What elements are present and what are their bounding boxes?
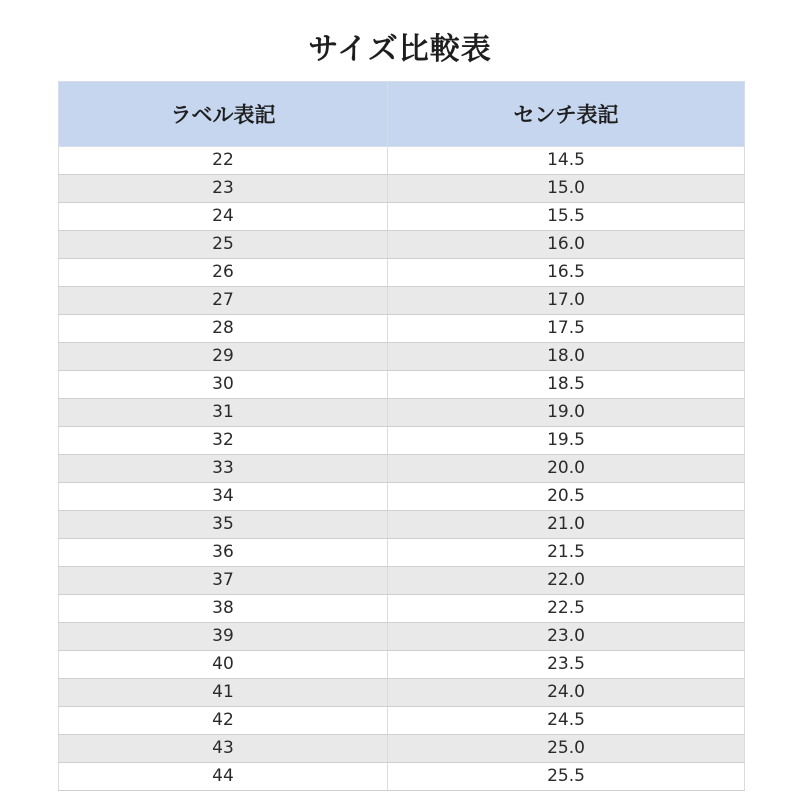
table-row bbox=[59, 455, 745, 483]
cm-size-cell: 18.0 bbox=[388, 343, 745, 371]
table-row bbox=[59, 707, 745, 735]
column-header-cm-size: センチ表記 bbox=[388, 82, 745, 147]
label-size-cell: 42 bbox=[59, 707, 388, 735]
table-row bbox=[59, 203, 745, 231]
table-row bbox=[59, 427, 745, 455]
cm-size-cell: 16.5 bbox=[388, 259, 745, 287]
cm-size-cell: 25.0 bbox=[388, 735, 745, 763]
table-header-row bbox=[59, 82, 745, 147]
label-size-cell: 31 bbox=[59, 399, 388, 427]
cm-size-cell: 19.0 bbox=[388, 399, 745, 427]
cm-size-cell: 17.5 bbox=[388, 315, 745, 343]
label-size-cell: 27 bbox=[59, 287, 388, 315]
cm-size-cell: 16.0 bbox=[388, 231, 745, 259]
cm-size-cell: 18.5 bbox=[388, 371, 745, 399]
cm-size-cell: 23.5 bbox=[388, 651, 745, 679]
table-row bbox=[59, 175, 745, 203]
page-title: サイズ比較表 bbox=[308, 32, 492, 67]
cm-size-cell: 22.0 bbox=[388, 567, 745, 595]
label-size-cell: 44 bbox=[59, 763, 388, 791]
column-header-label-size: ラベル表記 bbox=[59, 82, 388, 147]
table-row bbox=[59, 371, 745, 399]
table-row bbox=[59, 399, 745, 427]
cm-size-cell: 20.5 bbox=[388, 483, 745, 511]
table-body bbox=[59, 147, 745, 791]
cm-size-cell: 21.5 bbox=[388, 539, 745, 567]
cm-size-cell: 20.0 bbox=[388, 455, 745, 483]
table-row bbox=[59, 343, 745, 371]
table-row bbox=[59, 567, 745, 595]
label-size-cell: 28 bbox=[59, 315, 388, 343]
label-size-cell: 36 bbox=[59, 539, 388, 567]
label-size-cell: 39 bbox=[59, 623, 388, 651]
label-size-cell: 25 bbox=[59, 231, 388, 259]
cm-size-cell: 14.5 bbox=[388, 147, 745, 175]
label-size-cell: 29 bbox=[59, 343, 388, 371]
label-size-cell: 43 bbox=[59, 735, 388, 763]
table-row bbox=[59, 315, 745, 343]
table-row bbox=[59, 763, 745, 791]
table-row bbox=[59, 287, 745, 315]
table-row bbox=[59, 511, 745, 539]
table-row bbox=[59, 147, 745, 175]
cm-size-cell: 23.0 bbox=[388, 623, 745, 651]
label-size-cell: 23 bbox=[59, 175, 388, 203]
cm-size-cell: 17.0 bbox=[388, 287, 745, 315]
label-size-cell: 26 bbox=[59, 259, 388, 287]
table-row bbox=[59, 595, 745, 623]
label-size-cell: 35 bbox=[59, 511, 388, 539]
cm-size-cell: 25.5 bbox=[388, 763, 745, 791]
label-size-cell: 41 bbox=[59, 679, 388, 707]
label-size-cell: 33 bbox=[59, 455, 388, 483]
label-size-cell: 37 bbox=[59, 567, 388, 595]
cm-size-cell: 24.5 bbox=[388, 707, 745, 735]
cm-size-cell: 15.0 bbox=[388, 175, 745, 203]
table-row bbox=[59, 735, 745, 763]
cm-size-cell: 21.0 bbox=[388, 511, 745, 539]
cm-size-cell: 24.0 bbox=[388, 679, 745, 707]
label-size-cell: 34 bbox=[59, 483, 388, 511]
table-row bbox=[59, 679, 745, 707]
label-size-cell: 30 bbox=[59, 371, 388, 399]
table-row bbox=[59, 231, 745, 259]
table-row bbox=[59, 651, 745, 679]
size-comparison-table bbox=[58, 81, 745, 791]
label-size-cell: 22 bbox=[59, 147, 388, 175]
label-size-cell: 32 bbox=[59, 427, 388, 455]
label-size-cell: 38 bbox=[59, 595, 388, 623]
cm-size-cell: 19.5 bbox=[388, 427, 745, 455]
label-size-cell: 40 bbox=[59, 651, 388, 679]
label-size-cell: 24 bbox=[59, 203, 388, 231]
cm-size-cell: 22.5 bbox=[388, 595, 745, 623]
cm-size-cell: 15.5 bbox=[388, 203, 745, 231]
table-row bbox=[59, 483, 745, 511]
table-row bbox=[59, 623, 745, 651]
table-row bbox=[59, 539, 745, 567]
table-row bbox=[59, 259, 745, 287]
